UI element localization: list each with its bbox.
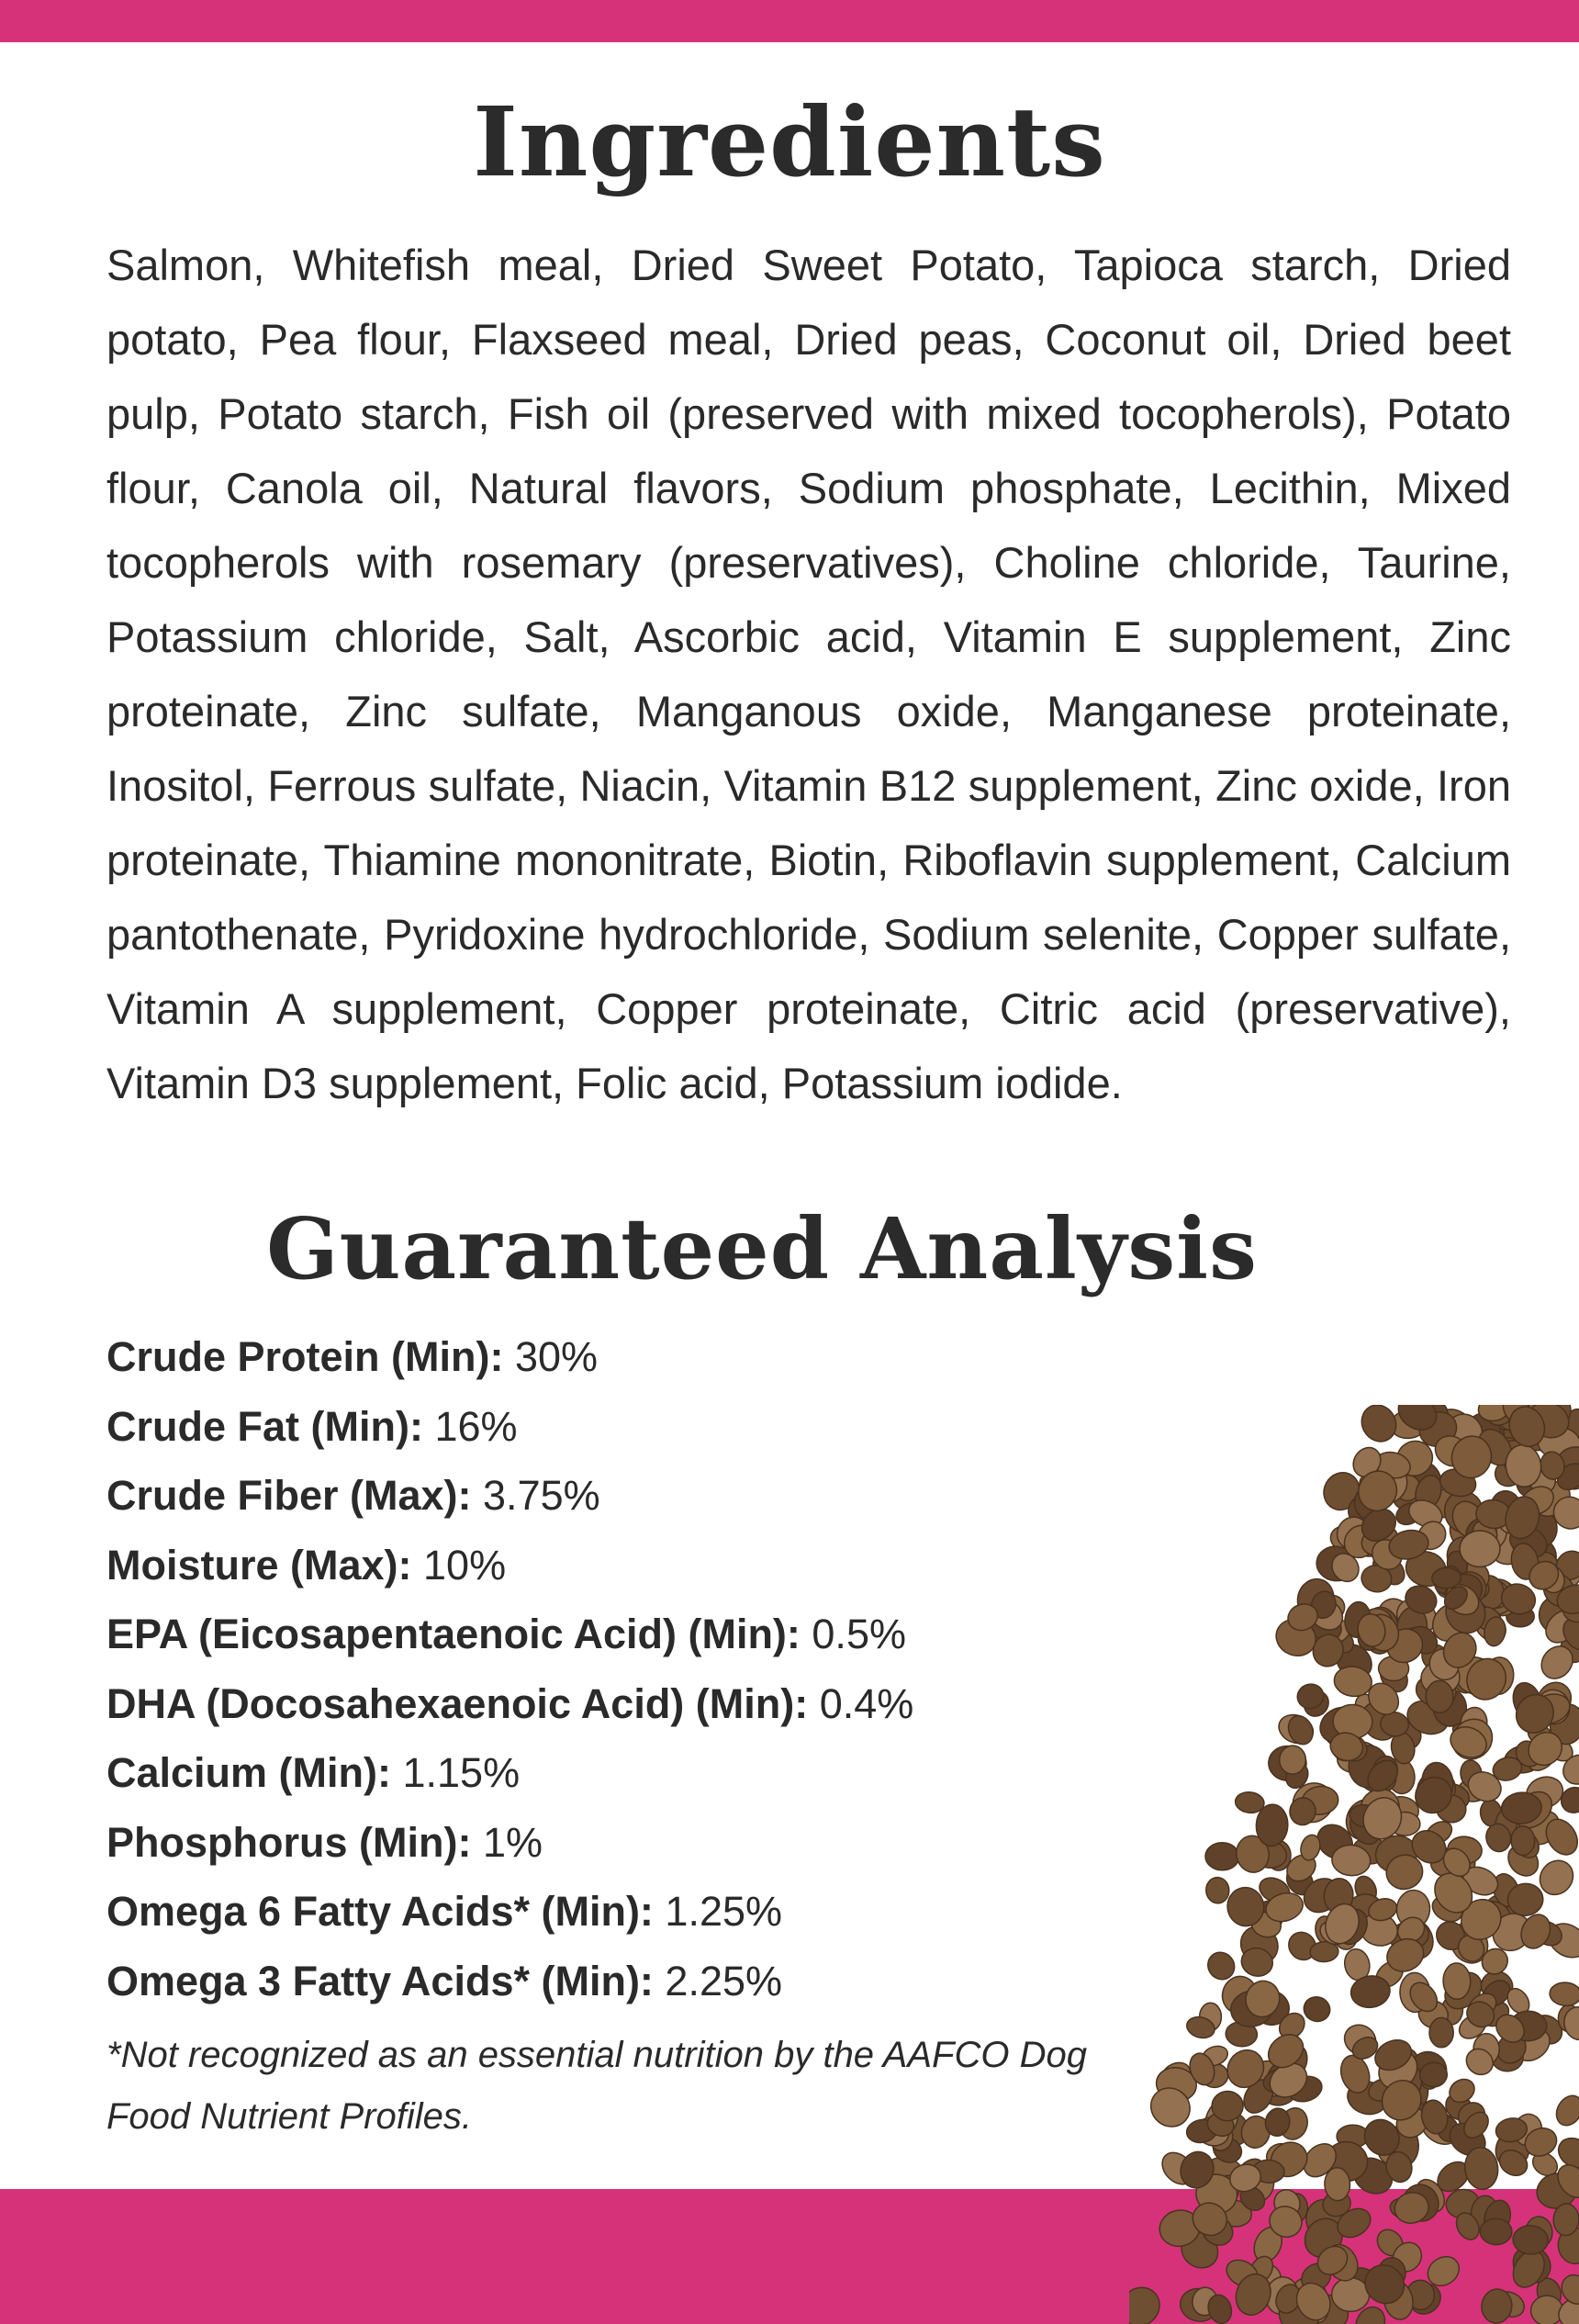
guaranteed-analysis-list	[106, 1322, 1116, 2015]
guaranteed-analysis-heading: Guaranteed Analysis	[266, 1199, 1258, 1298]
kibble-piece	[1442, 1962, 1471, 1999]
analysis-value: 2.25%	[653, 1957, 783, 2004]
kibble-pile-image	[1129, 1405, 1579, 2324]
ingredients-heading: Ingredients	[473, 85, 1106, 198]
kibble-piece	[1279, 1746, 1306, 1775]
analysis-value: 16%	[422, 1402, 518, 1450]
analysis-row	[106, 1461, 1116, 1531]
analysis-row	[106, 1392, 1116, 1462]
kibble-piece	[1460, 1531, 1500, 1566]
analysis-label: Crude Protein (Min):	[106, 1333, 504, 1380]
analysis-row	[106, 1600, 1116, 1669]
kibble-piece	[1205, 1877, 1230, 1904]
kibble-piece	[1355, 1405, 1402, 1448]
kibble-piece	[1480, 2218, 1512, 2245]
kibble-piece	[1511, 1825, 1536, 1856]
analysis-row	[106, 1877, 1116, 1947]
analysis-label: EPA (Eicosapentaenoic Acid) (Min):	[106, 1611, 801, 1657]
kibble-piece	[1551, 2091, 1579, 2130]
analysis-value: 30%	[503, 1333, 599, 1380]
analysis-value: 0.4%	[808, 1679, 914, 1727]
kibble-piece	[1129, 2280, 1168, 2324]
analysis-label: Crude Fat (Min):	[106, 1402, 423, 1450]
analysis-value: 3.75%	[471, 1472, 600, 1519]
analysis-value: 1%	[471, 1818, 543, 1866]
top-accent-bar	[0, 0, 1579, 42]
kibble-piece	[1426, 1680, 1453, 1712]
analysis-row	[106, 1808, 1116, 1878]
kibble-piece	[1324, 2167, 1350, 2201]
analysis-label: Moisture (Max):	[106, 1541, 412, 1589]
analysis-value: 0.5%	[800, 1611, 906, 1657]
kibble-piece	[1205, 1842, 1239, 1870]
kibble-piece	[1429, 2017, 1453, 2047]
analysis-label: Calcium (Min):	[106, 1749, 391, 1796]
kibble-piece	[1301, 1993, 1334, 2025]
analysis-label: Phosphorus (Min):	[106, 1818, 472, 1866]
analysis-value: 1.15%	[391, 1749, 521, 1796]
analysis-row	[106, 1531, 1116, 1600]
kibble-piece	[1549, 1982, 1579, 2007]
analysis-row	[106, 1947, 1116, 2016]
analysis-label: Omega 3 Fatty Acids* (Min):	[106, 1957, 654, 2004]
analysis-row	[106, 1322, 1116, 1392]
analysis-label: Crude Fiber (Max):	[106, 1472, 472, 1519]
analysis-row	[106, 1738, 1116, 1808]
analysis-row	[106, 1669, 1116, 1739]
analysis-label: Omega 6 Fatty Acids* (Min):	[106, 1888, 654, 1935]
analysis-value: 1.25%	[653, 1888, 783, 1935]
analysis-label: DHA (Docosahexaenoic Acid) (Min):	[106, 1679, 809, 1727]
footnote: *Not recognized as an essential nutrition by the AAFCO Dog Food Nutrient Profiles.	[106, 2035, 1087, 2137]
kibble-piece	[1531, 2296, 1563, 2324]
analysis-value: 10%	[411, 1541, 507, 1589]
ingredients-list: Salmon, Whitefish meal, Dried Sweet Potato, Tapioca starch, Dried potato, Pea flour, Flaxseed meal, Dried peas, Coconut oil, Dried beet pulp, Potato starch, Fish oil (preserved with mixed tocopherols), Potato flour, Canola oil, Natural flavors, Sodium phosphate, Lecithin, Mixed tocopherols with rosemary (preservatives), Choline chloride, Taurine, Potassium chloride, Salt, Ascorbic acid, Vitamin E supplement, Zinc proteinate, Zinc sulfate, Manganous oxide, Manganese proteinate, Inositol, Ferrous sulfate, Niacin, Vitamin B12 supplement, Zinc oxide, Iron proteinate, Thiamine mononitrate, Biotin, Riboflavin supplement, Calcium pantothenate, Pyridoxine hydrochloride, Sodium selenite, Copper sulfate, Vitamin A supplement, Copper proteinate, Citric acid (preservative), Vitamin D3 supplement, Folic acid, Potassium iodide.	[106, 241, 1511, 1107]
